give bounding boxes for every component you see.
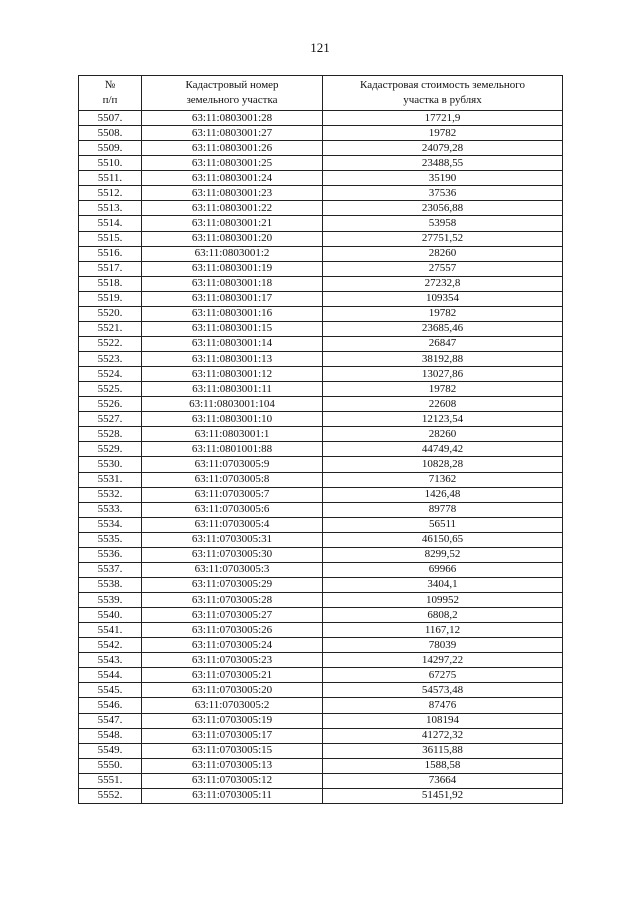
table-row [79, 502, 563, 517]
row-number-cell: 5522. [79, 336, 142, 351]
table-row [79, 577, 563, 592]
table-row [79, 412, 563, 427]
row-number-cell: 5524. [79, 367, 142, 382]
cadastral-value-cell: 41272,32 [323, 728, 563, 743]
row-number-cell: 5527. [79, 412, 142, 427]
cadastral-number-cell: 63:11:0803001:10 [142, 412, 323, 427]
table-row [79, 261, 563, 276]
table-row [79, 472, 563, 487]
table-row [79, 382, 563, 397]
row-number-cell: 5525. [79, 382, 142, 397]
table-row [79, 517, 563, 532]
row-number-cell: 5514. [79, 216, 142, 231]
table-body [79, 111, 563, 804]
table-row [79, 306, 563, 321]
cadastral-number-cell: 63:11:0703005:17 [142, 728, 323, 743]
row-number-cell: 5513. [79, 201, 142, 216]
cadastral-number-cell: 63:11:0803001:12 [142, 367, 323, 382]
row-number-cell: 5540. [79, 608, 142, 623]
table-row [79, 728, 563, 743]
cadastral-number-cell: 63:11:0803001:26 [142, 141, 323, 156]
row-number-cell: 5541. [79, 623, 142, 638]
cadastral-number-cell: 63:11:0803001:16 [142, 306, 323, 321]
cadastral-value-cell: 38192,88 [323, 352, 563, 367]
cadastral-value-cell: 12123,54 [323, 412, 563, 427]
row-number-cell: 5530. [79, 457, 142, 472]
cadastral-number-cell: 63:11:0803001:17 [142, 291, 323, 306]
row-number-cell: 5516. [79, 246, 142, 261]
header-row-number-line2: п/п [102, 94, 118, 106]
cadastral-value-cell: 89778 [323, 502, 563, 517]
cadastral-value-cell: 6808,2 [323, 608, 563, 623]
row-number-cell: 5532. [79, 487, 142, 502]
row-number-cell: 5518. [79, 276, 142, 291]
cadastral-value-cell: 1426,48 [323, 487, 563, 502]
table-row [79, 562, 563, 577]
table-row [79, 457, 563, 472]
cadastral-number-cell: 63:11:0801001:88 [142, 442, 323, 457]
row-number-cell: 5510. [79, 156, 142, 171]
cadastral-number-cell: 63:11:0803001:21 [142, 216, 323, 231]
table-row [79, 171, 563, 186]
cadastral-value-cell: 19782 [323, 306, 563, 321]
table-row [79, 397, 563, 412]
cadastral-number-cell: 63:11:0803001:13 [142, 352, 323, 367]
cadastral-value-cell: 53958 [323, 216, 563, 231]
row-number-cell: 5542. [79, 638, 142, 653]
header-cadastral-value [323, 76, 563, 111]
table-row [79, 487, 563, 502]
table-row [79, 156, 563, 171]
cadastral-value-cell: 8299,52 [323, 547, 563, 562]
cadastral-number-cell: 63:11:0703005:20 [142, 683, 323, 698]
cadastral-number-cell: 63:11:0703005:28 [142, 593, 323, 608]
cadastral-number-cell: 63:11:0703005:3 [142, 562, 323, 577]
row-number-cell: 5545. [79, 683, 142, 698]
cadastral-number-cell: 63:11:0703005:21 [142, 668, 323, 683]
cadastral-value-cell: 22608 [323, 397, 563, 412]
cadastral-number-cell: 63:11:0803001:20 [142, 231, 323, 246]
cadastral-value-cell: 108194 [323, 713, 563, 728]
table-row [79, 111, 563, 126]
cadastral-value-cell: 36115,88 [323, 743, 563, 758]
header-cadastral-value-line2: участка в рублях [403, 94, 482, 106]
page-number: 121 [310, 40, 330, 55]
cadastral-value-cell: 1167,12 [323, 623, 563, 638]
header-cadastral-value-line1: Кадастровая стоимость земельного [360, 79, 525, 91]
cadastral-number-cell: 63:11:0703005:29 [142, 577, 323, 592]
table-row [79, 427, 563, 442]
table-row [79, 141, 563, 156]
cadastral-value-cell: 54573,48 [323, 683, 563, 698]
cadastral-number-cell: 63:11:0803001:18 [142, 276, 323, 291]
table-row [79, 638, 563, 653]
cadastral-value-table [78, 75, 563, 804]
table-row [79, 668, 563, 683]
row-number-cell: 5511. [79, 171, 142, 186]
cadastral-value-cell: 56511 [323, 517, 563, 532]
row-number-cell: 5509. [79, 141, 142, 156]
cadastral-value-cell: 109354 [323, 291, 563, 306]
header-row [79, 76, 563, 111]
cadastral-number-cell: 63:11:0803001:28 [142, 111, 323, 126]
cadastral-number-cell: 63:11:0803001:19 [142, 261, 323, 276]
table-row [79, 336, 563, 351]
table-row [79, 291, 563, 306]
table-row [79, 593, 563, 608]
cadastral-number-cell: 63:11:0703005:7 [142, 487, 323, 502]
cadastral-number-cell: 63:11:0703005:4 [142, 517, 323, 532]
cadastral-number-cell: 63:11:0703005:19 [142, 713, 323, 728]
cadastral-value-cell: 3404,1 [323, 577, 563, 592]
row-number-cell: 5521. [79, 321, 142, 336]
cadastral-value-cell: 23056,88 [323, 201, 563, 216]
cadastral-number-cell: 63:11:0703005:23 [142, 653, 323, 668]
cadastral-number-cell: 63:11:0803001:14 [142, 336, 323, 351]
row-number-cell: 5552. [79, 788, 142, 803]
table-row [79, 442, 563, 457]
cadastral-number-cell: 63:11:0803001:2 [142, 246, 323, 261]
row-number-cell: 5537. [79, 562, 142, 577]
cadastral-value-cell: 27751,52 [323, 231, 563, 246]
table-row [79, 653, 563, 668]
row-number-cell: 5515. [79, 231, 142, 246]
row-number-cell: 5546. [79, 698, 142, 713]
row-number-cell: 5507. [79, 111, 142, 126]
cadastral-value-cell: 71362 [323, 472, 563, 487]
cadastral-number-cell: 63:11:0803001:24 [142, 171, 323, 186]
table-row [79, 321, 563, 336]
table-row [79, 547, 563, 562]
row-number-cell: 5534. [79, 517, 142, 532]
cadastral-value-cell: 23685,46 [323, 321, 563, 336]
cadastral-number-cell: 63:11:0703005:31 [142, 532, 323, 547]
cadastral-number-cell: 63:11:0703005:9 [142, 457, 323, 472]
cadastral-value-cell: 28260 [323, 246, 563, 261]
cadastral-value-cell: 37536 [323, 186, 563, 201]
row-number-cell: 5528. [79, 427, 142, 442]
table-row [79, 352, 563, 367]
cadastral-number-cell: 63:11:0803001:25 [142, 156, 323, 171]
cadastral-number-cell: 63:11:0703005:26 [142, 623, 323, 638]
cadastral-number-cell: 63:11:0803001:104 [142, 397, 323, 412]
row-number-cell: 5549. [79, 743, 142, 758]
cadastral-number-cell: 63:11:0803001:11 [142, 382, 323, 397]
cadastral-value-cell: 78039 [323, 638, 563, 653]
cadastral-number-cell: 63:11:0703005:30 [142, 547, 323, 562]
cadastral-value-cell: 13027,86 [323, 367, 563, 382]
cadastral-number-cell: 63:11:0703005:11 [142, 788, 323, 803]
row-number-cell: 5512. [79, 186, 142, 201]
table-row [79, 743, 563, 758]
row-number-cell: 5551. [79, 773, 142, 788]
cadastral-value-cell: 23488,55 [323, 156, 563, 171]
row-number-cell: 5544. [79, 668, 142, 683]
cadastral-value-cell: 27232,8 [323, 276, 563, 291]
row-number-cell: 5547. [79, 713, 142, 728]
cadastral-value-cell: 17721,9 [323, 111, 563, 126]
table-row [79, 758, 563, 773]
cadastral-value-cell: 35190 [323, 171, 563, 186]
header-cadastral-number [142, 76, 323, 111]
cadastral-value-cell: 73664 [323, 773, 563, 788]
cadastral-number-cell: 63:11:0803001:1 [142, 427, 323, 442]
row-number-cell: 5523. [79, 352, 142, 367]
table-row [79, 623, 563, 638]
cadastral-value-cell: 44749,42 [323, 442, 563, 457]
row-number-cell: 5538. [79, 577, 142, 592]
cadastral-value-cell: 109952 [323, 593, 563, 608]
cadastral-value-cell: 1588,58 [323, 758, 563, 773]
cadastral-value-cell: 19782 [323, 382, 563, 397]
row-number-cell: 5519. [79, 291, 142, 306]
cadastral-value-cell: 28260 [323, 427, 563, 442]
cadastral-number-cell: 63:11:0803001:22 [142, 201, 323, 216]
table-row [79, 246, 563, 261]
table-row [79, 231, 563, 246]
cadastral-value-cell: 69966 [323, 562, 563, 577]
header-cadastral-number-line2: земельного участка [186, 94, 278, 106]
cadastral-value-cell: 24079,28 [323, 141, 563, 156]
cadastral-value-cell: 10828,28 [323, 457, 563, 472]
cadastral-value-cell: 27557 [323, 261, 563, 276]
cadastral-number-cell: 63:11:0703005:6 [142, 502, 323, 517]
row-number-cell: 5508. [79, 126, 142, 141]
row-number-cell: 5533. [79, 502, 142, 517]
header-cadastral-number-line1: Кадастровый номер [185, 79, 279, 91]
row-number-cell: 5543. [79, 653, 142, 668]
table-row [79, 698, 563, 713]
cadastral-number-cell: 63:11:0803001:23 [142, 186, 323, 201]
table-row [79, 713, 563, 728]
cadastral-value-cell: 14297,22 [323, 653, 563, 668]
row-number-cell: 5517. [79, 261, 142, 276]
table-row [79, 201, 563, 216]
cadastral-number-cell: 63:11:0703005:8 [142, 472, 323, 487]
header-row-number [79, 76, 142, 111]
table-row [79, 683, 563, 698]
table-row [79, 276, 563, 291]
row-number-cell: 5529. [79, 442, 142, 457]
table-row [79, 532, 563, 547]
row-number-cell: 5539. [79, 593, 142, 608]
row-number-cell: 5535. [79, 532, 142, 547]
cadastral-number-cell: 63:11:0803001:27 [142, 126, 323, 141]
table-row [79, 788, 563, 803]
table-row [79, 216, 563, 231]
cadastral-number-cell: 63:11:0703005:15 [142, 743, 323, 758]
row-number-cell: 5536. [79, 547, 142, 562]
cadastral-number-cell: 63:11:0703005:27 [142, 608, 323, 623]
table-row [79, 773, 563, 788]
cadastral-number-cell: 63:11:0803001:15 [142, 321, 323, 336]
cadastral-value-cell: 26847 [323, 336, 563, 351]
cadastral-number-cell: 63:11:0703005:2 [142, 698, 323, 713]
row-number-cell: 5526. [79, 397, 142, 412]
cadastral-number-cell: 63:11:0703005:12 [142, 773, 323, 788]
table-header [79, 76, 563, 111]
cadastral-value-cell: 67275 [323, 668, 563, 683]
table-row [79, 126, 563, 141]
table-row [79, 608, 563, 623]
cadastral-value-cell: 51451,92 [323, 788, 563, 803]
cadastral-number-cell: 63:11:0703005:13 [142, 758, 323, 773]
row-number-cell: 5520. [79, 306, 142, 321]
table-row [79, 186, 563, 201]
row-number-cell: 5531. [79, 472, 142, 487]
row-number-cell: 5550. [79, 758, 142, 773]
cadastral-value-cell: 46150,65 [323, 532, 563, 547]
cadastral-value-cell: 87476 [323, 698, 563, 713]
cadastral-value-cell: 19782 [323, 126, 563, 141]
header-row-number-line1: № [104, 79, 116, 91]
cadastral-number-cell: 63:11:0703005:24 [142, 638, 323, 653]
table-row [79, 367, 563, 382]
row-number-cell: 5548. [79, 728, 142, 743]
